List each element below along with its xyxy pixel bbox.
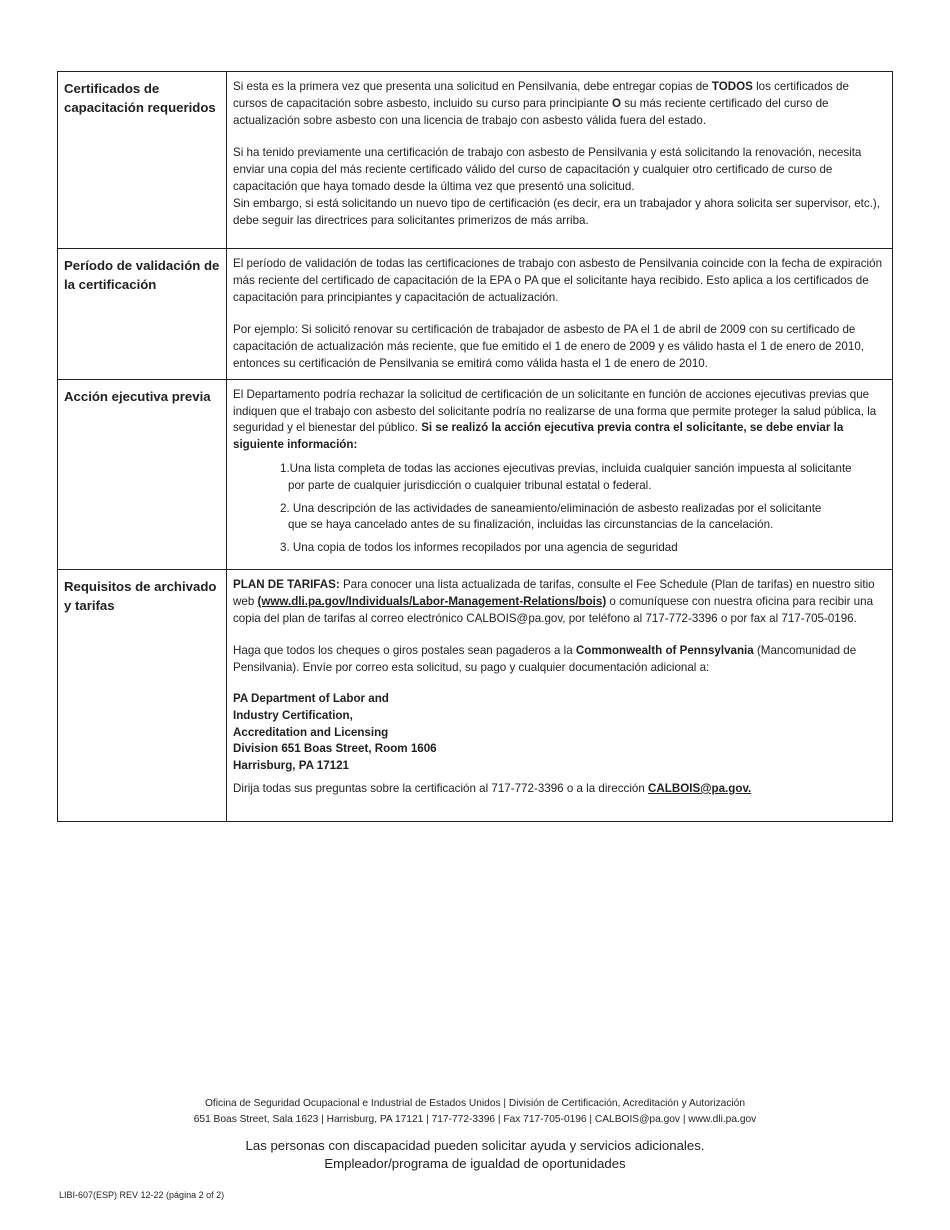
accessibility-footer: Las personas con discapacidad pueden solicitar ayuda y servicios adicionales. Empleador/programa de igualdad de oportunidades <box>245 1138 705 1171</box>
list-item: 3. Una copia de todos los informes recopilados por una agencia de seguridad <box>280 541 678 555</box>
row-label: Período de validación de la certificación <box>58 249 227 380</box>
row-label: Requisitos de archivado y tarifas <box>58 569 227 821</box>
paragraph: Por ejemplo: Si solicitó renovar su certificación de trabajador de asbesto de PA el 1 de abril de 2009 con su certificado de capacitación de actualización más reciente, que fue emitido el 1 de enero de 2009 y es válido hasta el 1 de enero de 2010, entonces su certificación de Pensilvania se emitirá como válida hasta el 1 de enero de 2010. <box>233 323 864 370</box>
paragraph: El período de validación de todas las certificaciones de trabajo con asbesto de Pensilvania coincide con la fecha de expiración más reciente del certificado de capacitación de la EPA o PA que el solicitante haya recibido. Esto aplica a los certificados de capacitación para principiantes y capacitación de actualización. <box>233 257 883 304</box>
paragraph: Si esta es la primera vez que presenta una solicitud en Pensilvania, debe entregar copias de TODOS los certificados de cursos de capacitación sobre asbesto, incluido su curso para principiante O su más reciente certificado del curso de actualización sobre asbesto con una licencia de trabajo con asbesto válida fuera del estado. <box>233 80 849 127</box>
paragraph: Si ha tenido previamente una certificación de trabajo con asbesto de Pensilvania y está solicitando la renovación, necesita enviar una copia del más reciente certificado válido del curso de capacitación y cualquier otro certificado de curso de capacitación que haya tomado desde la última vez que presentó una solicitud. <box>233 146 862 193</box>
row-content <box>227 379 893 569</box>
row-content <box>227 72 893 249</box>
list-item: 2. Una descripción de las actividades de saneamiento/eliminación de asbesto realizadas por el solicitante que se haya cancelado antes de su finalización, incluidas las circunstancias de la cancelación. <box>280 501 822 532</box>
requirements-table <box>57 71 893 822</box>
table-row <box>58 379 893 569</box>
paragraph: Haga que todos los cheques o giros postales sean pagaderos a la Commonwealth of Pennsylvania (Mancomunidad de Pensilvania). Envíe por correo esta solicitud, su pago y cualquier documentación adicional a: <box>233 644 857 675</box>
list-item: 1.Una lista completa de todas las acciones ejecutivas previas, incluida cualquier sanción impuesta al solicitante por parte de cualquier jurisdicción o cualquier tribunal estatal o federal. <box>280 461 852 492</box>
row-content <box>227 569 893 821</box>
email-link[interactable]: CALBOIS@pa.gov. <box>648 781 752 795</box>
form-code: LIBI-607(ESP) REV 12-22 (página 2 of 2) <box>59 1190 225 1200</box>
office-footer: Oficina de Seguridad Ocupacional e Industrial de Estados Unidos | División de Certificación, Acreditación y Autorización 651 Boas Street, Sala 1623 | Harrisburg, PA 17121 | 717-772-3396 | Fax 717-705-0196 | CALBOIS@pa.gov | www.dli.pa.gov <box>193 1098 757 1125</box>
row-content <box>227 249 893 380</box>
table-row <box>58 569 893 821</box>
table-row <box>58 72 893 249</box>
table-row <box>58 249 893 380</box>
paragraph: PLAN DE TARIFAS: Para conocer una lista actualizada de tarifas, consulte el Fee Schedule (Plan de tarifas) en nuestro sitio web (www.dli.pa.gov/Individuals/Labor-Management-Relations/bois) o comuníquese con nuestra oficina para recibir una copia del plan de tarifas al correo electrónico CALBOIS@pa.gov, por teléfono al 717-772-3396 o por fax al 717-705-0196. <box>233 577 875 625</box>
paragraph: El Departamento podría rechazar la solicitud de certificación de un solicitante en función de acciones ejecutivas previas que indiquen que el trabajo con asbesto del solicitante podría no realizarse de una forma que permite proteger la salud pública, la seguridad y el bienestar del público. Si se realizó la acción ejecutiva previa contra el solicitante, se debe enviar la siguiente información: <box>233 387 877 452</box>
paragraph: Sin embargo, si está solicitando un nuevo tipo de certificación (es decir, era un trabajador y ahora solicita ser supervisor, etc.), debe seguir las directrices para solicitantes primerizos de más arriba. <box>233 196 881 227</box>
mailing-address: PA Department of Labor and Industry Certification, Accreditation and Licensing Division 651 Boas Street, Room 1606 Harrisburg, PA 17121 <box>233 691 437 773</box>
paragraph: Dirija todas sus preguntas sobre la certificación al 717-772-3396 o a la dirección CALBOIS@pa.gov. <box>233 781 752 795</box>
row-label: Certificados de capacitación requeridos <box>58 72 227 249</box>
row-label: Acción ejecutiva previa <box>58 379 227 569</box>
prior-actions-list <box>233 461 884 557</box>
fee-schedule-link[interactable]: (www.dli.pa.gov/Individuals/Labor-Management-Relations/bois) <box>257 594 607 608</box>
